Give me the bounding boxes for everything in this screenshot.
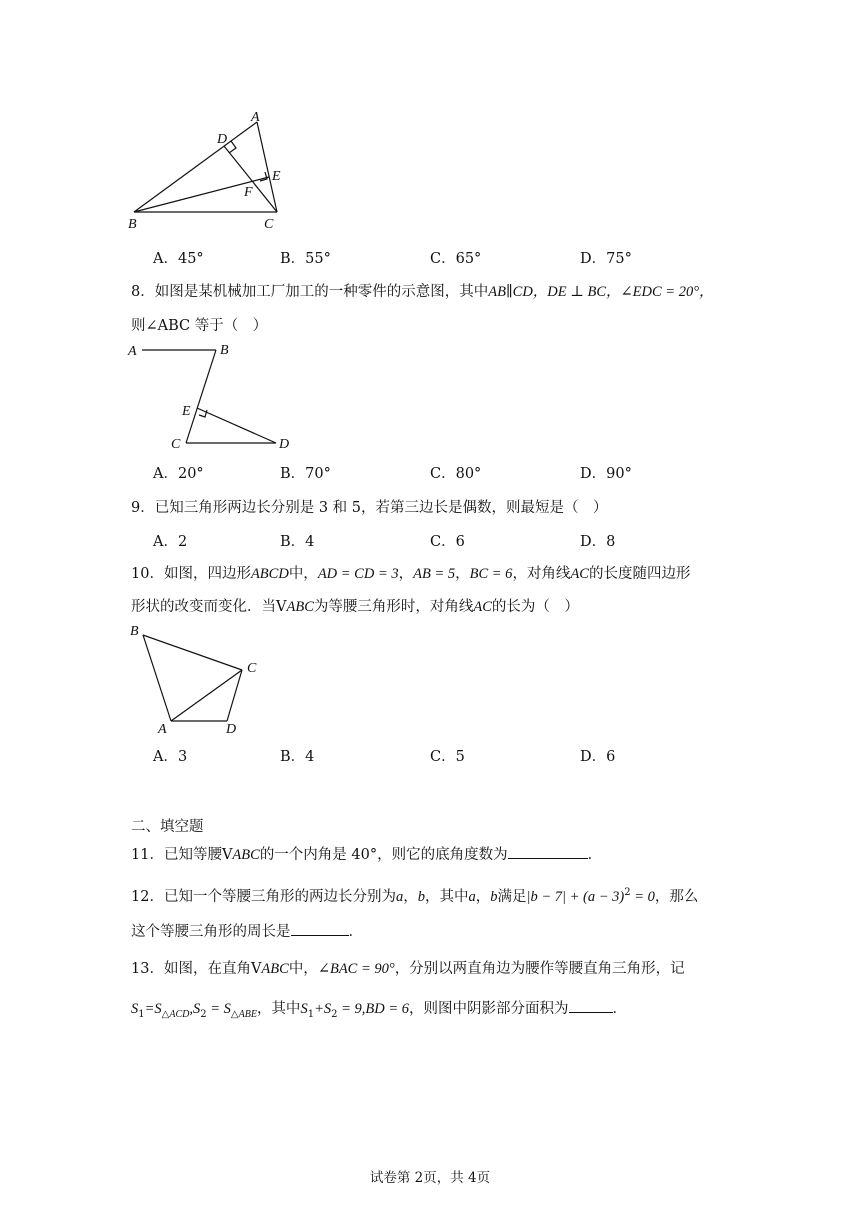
q10-option-d[interactable]: D．6 bbox=[580, 749, 616, 765]
q8-label-c: C bbox=[171, 437, 181, 452]
q13-stem-line1: 13．如图，在直角VABC中，∠BAC = 90°，分别以两直角边为腰作等腰直角三角形，记 bbox=[131, 961, 685, 977]
q10-label-d: D bbox=[226, 722, 237, 737]
q8-option-a[interactable]: A．20° bbox=[153, 466, 204, 482]
q12-stem-line1: 12．已知一个等腰三角形的两边长分别为a，b，其中a，b满足$|b - 7| + (a - 3)^2 = 0$，那么 bbox=[131, 887, 699, 905]
q10-stem-line1: 10．如图，四边形ABCD中，AD = CD = 3，AB = 5，BC = 6，对角线AC的长度随四边形 bbox=[131, 566, 691, 582]
q12-answer-blank[interactable] bbox=[291, 921, 349, 936]
q8-label-a: A bbox=[128, 344, 137, 359]
q9-option-d[interactable]: D．8 bbox=[580, 534, 616, 550]
q7-option-d[interactable]: D．75° bbox=[580, 251, 632, 267]
q10-option-c[interactable]: C．5 bbox=[430, 749, 465, 765]
q11-answer-blank[interactable] bbox=[508, 844, 588, 859]
q7-label-c: C bbox=[264, 217, 274, 232]
q8-option-d[interactable]: D．90° bbox=[580, 466, 632, 482]
q8-figure bbox=[126, 340, 306, 452]
q10-label-c: C bbox=[247, 661, 257, 676]
q9-stem: 9．已知三角形两边长分别是 3 和 5，若第三边长是偶数，则最短是（ ） bbox=[131, 500, 608, 516]
q7-option-c[interactable]: C．65° bbox=[430, 251, 482, 267]
q8-label-b: B bbox=[220, 343, 229, 358]
q12-stem-line2: 这个等腰三角形的周长是 ． bbox=[131, 921, 363, 942]
q11-stem: 11．已知等腰VABC的一个内角是 40°，则它的底角度数为 ． bbox=[131, 844, 602, 865]
q9-option-b[interactable]: B．4 bbox=[280, 534, 315, 550]
q8-label-e: E bbox=[182, 404, 191, 419]
q7-label-d: D bbox=[217, 132, 228, 147]
q10-label-a: A bbox=[158, 722, 167, 737]
q7-label-e: E bbox=[272, 169, 281, 184]
q8-stem-line1: 8．如图是某机械加工厂加工的一种零件的示意图，其中AB∥CD，DE ⊥ BC，∠EDC = 20°， bbox=[131, 284, 714, 300]
q10-label-b: B bbox=[130, 624, 139, 639]
q10-option-a[interactable]: A．3 bbox=[153, 749, 188, 765]
q7-label-f: F bbox=[244, 185, 253, 200]
page-footer: 试卷第 2页，共 4页 bbox=[369, 1170, 491, 1186]
section-heading-fill-in: 二、填空题 bbox=[131, 819, 204, 835]
q10-option-b[interactable]: B．4 bbox=[280, 749, 315, 765]
q13-answer-blank[interactable] bbox=[569, 998, 613, 1013]
q8-option-c[interactable]: C．80° bbox=[430, 466, 482, 482]
q8-option-b[interactable]: B．70° bbox=[280, 466, 331, 482]
q7-figure bbox=[126, 108, 296, 233]
q7-option-a[interactable]: A．45° bbox=[153, 251, 204, 267]
q9-option-c[interactable]: C．6 bbox=[430, 534, 465, 550]
q10-figure bbox=[126, 620, 266, 738]
q7-label-b: B bbox=[128, 217, 137, 232]
q9-option-a[interactable]: A．2 bbox=[153, 534, 188, 550]
q8-stem-line2: 则∠ABC 等于（ ） bbox=[131, 318, 268, 334]
q8-label-d: D bbox=[279, 437, 290, 452]
q10-stem-line2: 形状的改变而变化．当VABC为等腰三角形时，对角线AC的长为（ ） bbox=[131, 599, 579, 615]
q13-stem-line2: $S_1=S_{\triangle ACD},S_2 = S_{\triangle ABE}$，其中$S_1+S_2 = 9,BD = 6$，则图中阴影部分面积为 ． bbox=[131, 998, 627, 1025]
q7-label-a: A bbox=[251, 110, 260, 125]
q7-option-b[interactable]: B．55° bbox=[280, 251, 331, 267]
